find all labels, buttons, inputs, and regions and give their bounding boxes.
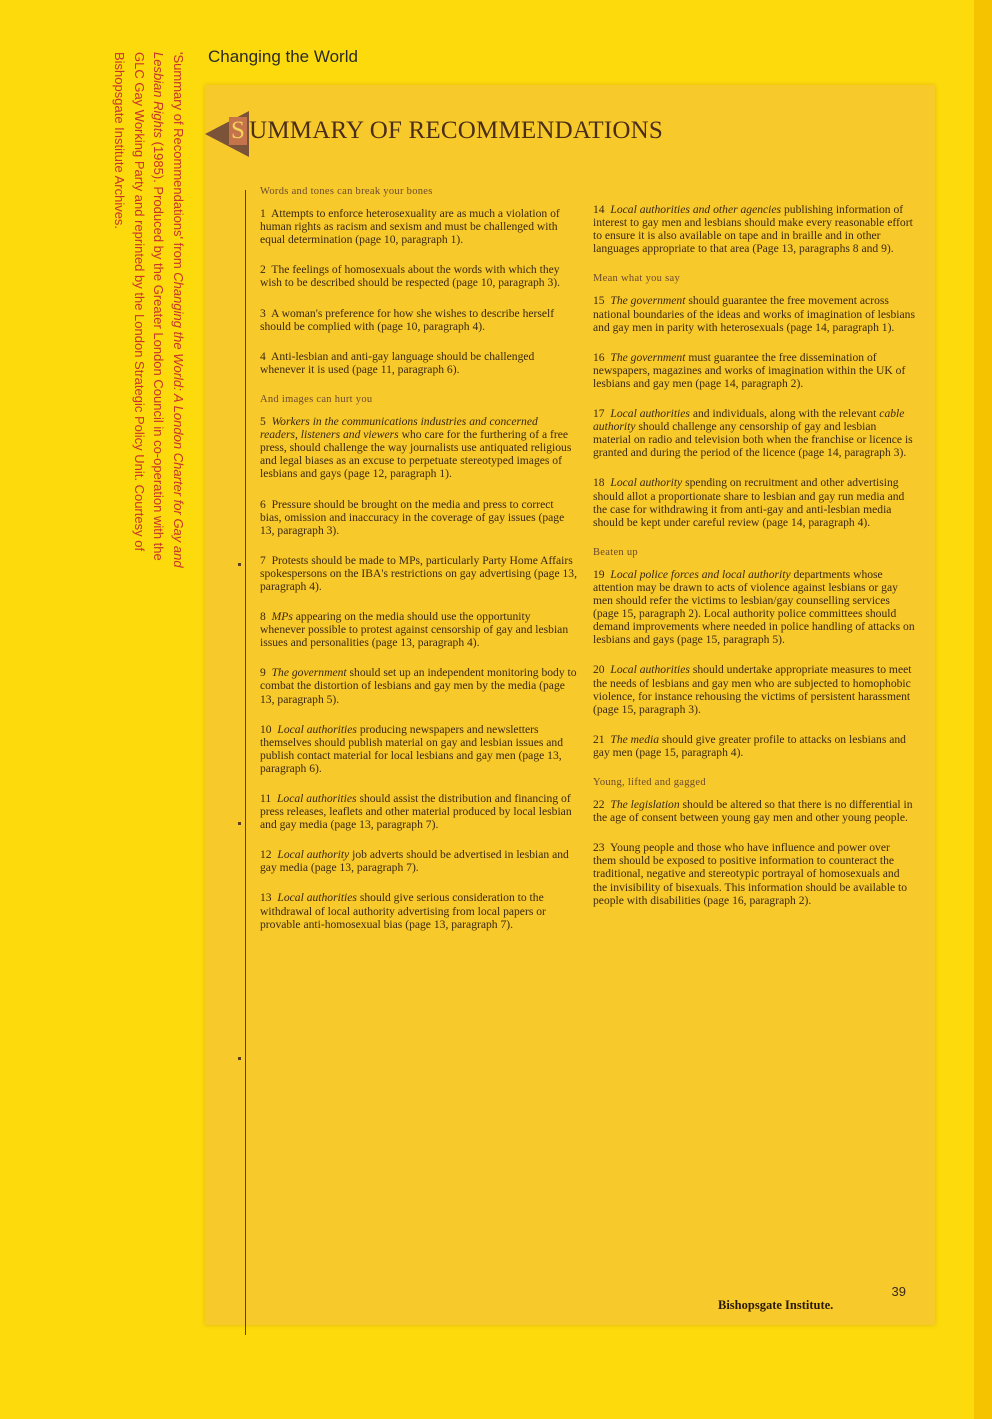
page-number: 39 (891, 1284, 906, 1299)
document-title (205, 107, 935, 161)
recommendation-14: 14 Local authorities and other agencies publishing information of interest to gay men and lesbians should make every reasonable effort to ensure it is also available on tape and in braille and in other languages appropriate to that area (Page 13, paragraphs 8 and 9). (593, 203, 913, 256)
caption-post: (1985). Produced by the Greater London Council in co-operation with the GLC Gay Working Party and reprinted by the London Strategic Policy Unit. Courtesy of Bishopsgate Institute Archives. (112, 52, 167, 561)
recommendation-13: 13 Local authorities should give serious consideration to the withdrawal of local authority advertising from local papers or provable anti-homosexual bias (page 13, paragraph 7). (260, 891, 546, 931)
recommendation-23: 23 Young people and those who have influence and power over them should be exposed to positive information to counteract the traditional, negative and stereotypic portrayal of homosexuals and the invisibility of bisexuals. This information should be available to people with disabilities (page 16, paragraph 2). (593, 841, 908, 907)
section-heading: And images can hurt you (260, 393, 373, 405)
recommendation-6: 6 Pressure should be brought on the media and press to correct bias, omission and inaccuracy in the coverage of gay issues (page 13, paragraph 3). (260, 497, 565, 537)
left-column (260, 185, 578, 948)
recommendation-5: 5 Workers in the communications industries and concerned readers, listeners and viewers who care for the furthering of a free press, should challenge the way journalists use antiquated religious and legal biases as an excuse to perpetuate stereotyped images of lesbians and gays (page 12, paragraph 1). (260, 415, 572, 481)
recommendation-7: 7 Protests should be made to MPs, particularly Party Home Affairs spokespersons on the IBA's restrictions on gay advertising (page 13, paragraph 4). (260, 553, 577, 593)
recommendation-1: 1 Attempts to enforce heterosexuality are as much a violation of human rights as racism and sexism and must be challenged with equal determination (page 10, paragraph 1). (260, 207, 560, 247)
recommendation-9: 9 The government should set up an independent monitoring body to combat the distortion of lesbians and gay men by the media (page 13, paragraph 5). (260, 666, 577, 706)
recommendation-10: 10 Local authorities producing newspapers and newsletters themselves should publish material on gay and lesbian issues and publish contact material for local lesbians and gay men (page 13, paragraph 6). (260, 722, 563, 775)
section-heading: Beaten up (593, 546, 638, 558)
archive-stamp: Bishopsgate Institute. (718, 1298, 834, 1312)
section-heading: Young, lifted and gagged (593, 777, 706, 788)
recommendation-17: 17 Local authorities and individuals, along with the relevant cable authority should challenge any censorship of gay and lesbian material on radio and television both when the franchise or licence is granted and during the period of the licence (page 14, paragraph 3). (593, 407, 913, 460)
recommendation-19: 19 Local police forces and local authority departments whose attention may be drawn to acts of violence against lesbians or gay men should refer the victims to lesbian/gay counselling services (page 15, paragraph 2). Local authority police committees should demand improvements where needed in police handling of attacks on lesbians and gays (page 15, paragraph 5). (593, 567, 915, 647)
recommendation-18: 18 Local authority spending on recruitment and other advertising should allot a proportionate share to lesbian and gay run media and the case for withdrawing it from anti-gay and anti-lesbian media should be kept under careful review (page 14, paragraph 4). (593, 476, 905, 529)
title-rest: UMMARY OF RECOMMENDATIONS (249, 117, 663, 144)
running-header: Changing the World (208, 47, 358, 66)
recommendation-12: 12 Local authority job adverts should be advertised in lesbian and gay media (page 13, paragraph 7). (260, 848, 569, 875)
recommendation-22: 22 The legislation should be altered so that there is no differential in the age of consent between young gay men and other young people. (593, 798, 913, 825)
recommendation-21: 21 The media should give greater profile to attacks on lesbians and gay men (page 15, paragraph 4). (593, 732, 906, 759)
caption-italic-title: Changing the World: A London Charter for Gay and Lesbian Rights (151, 52, 186, 568)
recommendation-20: 20 Local authorities should undertake appropriate measures to meet the needs of lesbians and gay men who are subjected to homophobic violence, for instance rehousing the victims of persistent harassment (page 15, paragraph 3). (593, 663, 912, 716)
right-column (593, 203, 915, 924)
scanned-document (205, 85, 935, 1325)
title-initial: S (231, 117, 246, 144)
side-caption (90, 52, 188, 582)
caption-pre: 'Summary of Recommendations' from (171, 52, 186, 273)
margin-dot (238, 1057, 241, 1060)
section-heading: Mean what you say (593, 273, 681, 285)
section-heading: Words and tones can break your bones (260, 186, 433, 197)
margin-dot (238, 822, 241, 825)
recommendation-2: 2 The feelings of homosexuals about the words with which they wish to be described should be respected (page 10, paragraph 3). (260, 263, 561, 290)
recommendation-8: 8 MPs appearing on the media should use the opportunity whenever possible to protest against censorship of gay and lesbian issues and personalities (page 13, paragraph 4). (260, 610, 569, 650)
recommendation-15: 15 The government should guarantee the free movement across national boundaries of the ideas and works of imagination of lesbians and gay men in parity with heterosexuals (page 14, paragraph 1). (593, 294, 915, 334)
recommendation-3: 3 A woman's preference for how she wishes to describe herself should be complied with (page 10, paragraph 4). (260, 306, 555, 333)
recommendation-16: 16 The government must guarantee the free dissemination of newspapers, magazines and works of imagination within the UK of lesbians and gay men (page 14, paragraph 2). (593, 350, 906, 390)
column-rule (245, 190, 246, 1335)
margin-dot (238, 563, 241, 566)
page-edge-tab (974, 0, 992, 1419)
recommendation-4: 4 Anti-lesbian and anti-gay language should be challenged whenever it is used (page 11, paragraph 6). (260, 349, 535, 376)
recommendation-11: 11 Local authorities should assist the distribution and financing of press releases, leaflets and other material produced by local lesbian and gay media (page 13, paragraph 7). (260, 792, 572, 832)
